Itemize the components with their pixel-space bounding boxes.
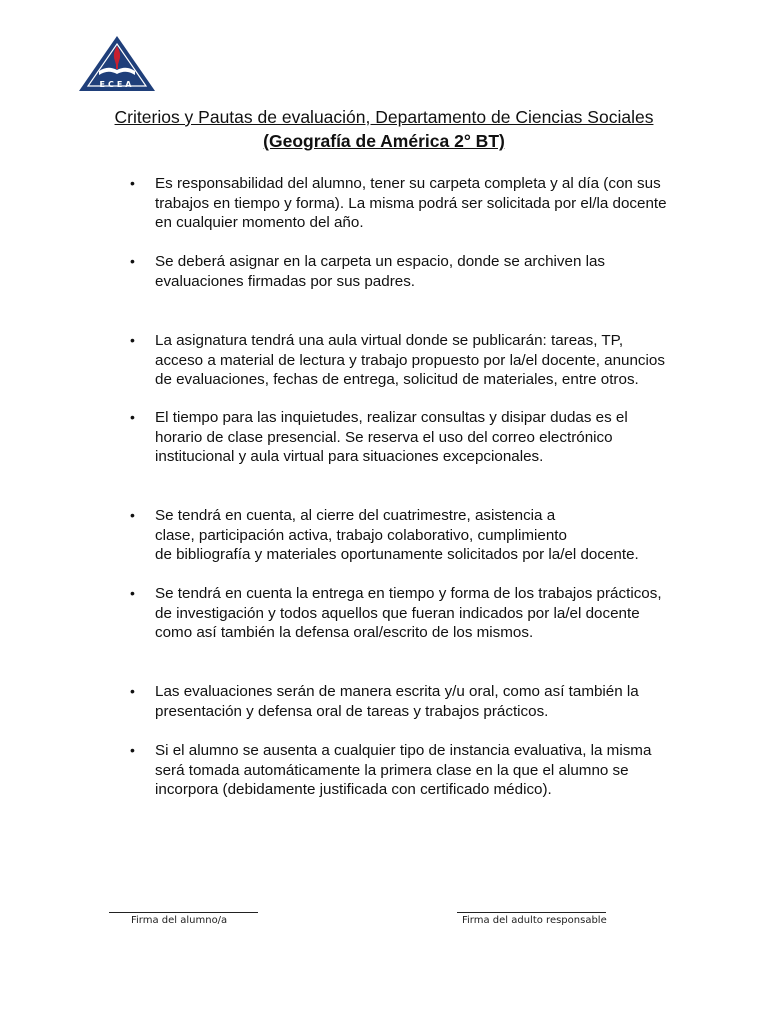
document-title: Criterios y Pautas de evaluación, Departamento de Ciencias Sociales	[114, 107, 654, 127]
list-item: • Si el alumno se ausenta a cualquier tipo de instancia evaluativa, la misma será tomada automáticamente la primera clase en la que el alumno se incorpora (debidamente justificada con certificado médico).	[130, 742, 652, 799]
bullet-icon: •	[130, 175, 135, 191]
student-signature-line	[109, 898, 258, 913]
bullet-icon: •	[130, 409, 135, 425]
bullet-icon: •	[130, 585, 135, 601]
list-item: • Se tendrá en cuenta, al cierre del cuatrimestre, asistencia a clase, participación activa, trabajo colaborativo, cumplimiento de bibliografía y materiales oportunamente solicitados por la/el docente.	[130, 507, 639, 564]
guardian-signature-label: Firma del adulto responsable	[462, 915, 607, 926]
school-logo	[77, 34, 157, 94]
bullet-icon: •	[130, 742, 135, 758]
student-signature-label: Firma del alumno/a	[131, 915, 228, 926]
list-item: • La asignatura tendrá una aula virtual donde se publicarán: tareas, TP, acceso a material de lectura y trabajo propuesto por la/el docente, anuncios de evaluaciones, fechas de entrega, solicitud de materiales, entre otros.	[130, 332, 665, 389]
bullet-icon: •	[130, 332, 135, 348]
list-item: • Se tendrá en cuenta la entrega en tiempo y forma de los trabajos prácticos, de investigación y todos aquellos que fueran indicados por la/el docente como así también la defensa oral/escrito de los mismos.	[130, 585, 662, 642]
document-subtitle: (Geografía de América 2° BT)	[263, 131, 505, 151]
bullet-icon: •	[130, 253, 135, 269]
list-item: • Se deberá asignar en la carpeta un espacio, donde se archiven las evaluaciones firmadas por sus padres.	[130, 253, 606, 290]
bullet-icon: •	[130, 507, 135, 523]
list-item: • El tiempo para las inquietudes, realizar consultas y disipar dudas es el horario de clase presencial. Se reserva el uso del correo electrónico institucional y aula virtual para situaciones excepcionales.	[130, 409, 628, 466]
bullet-icon: •	[130, 683, 135, 699]
list-item: • Las evaluaciones serán de manera escrita y/u oral, como así también la presentación y defensa oral de tareas y trabajos prácticos.	[130, 683, 639, 720]
guardian-signature-line	[457, 898, 606, 913]
list-item: • Es responsabilidad del alumno, tener su carpeta completa y al día (con sus trabajos en tiempo y forma). La misma podrá ser solicitada por el/la docente en cualquier momento del año.	[130, 175, 667, 232]
logo-text: ECEA	[99, 80, 135, 89]
